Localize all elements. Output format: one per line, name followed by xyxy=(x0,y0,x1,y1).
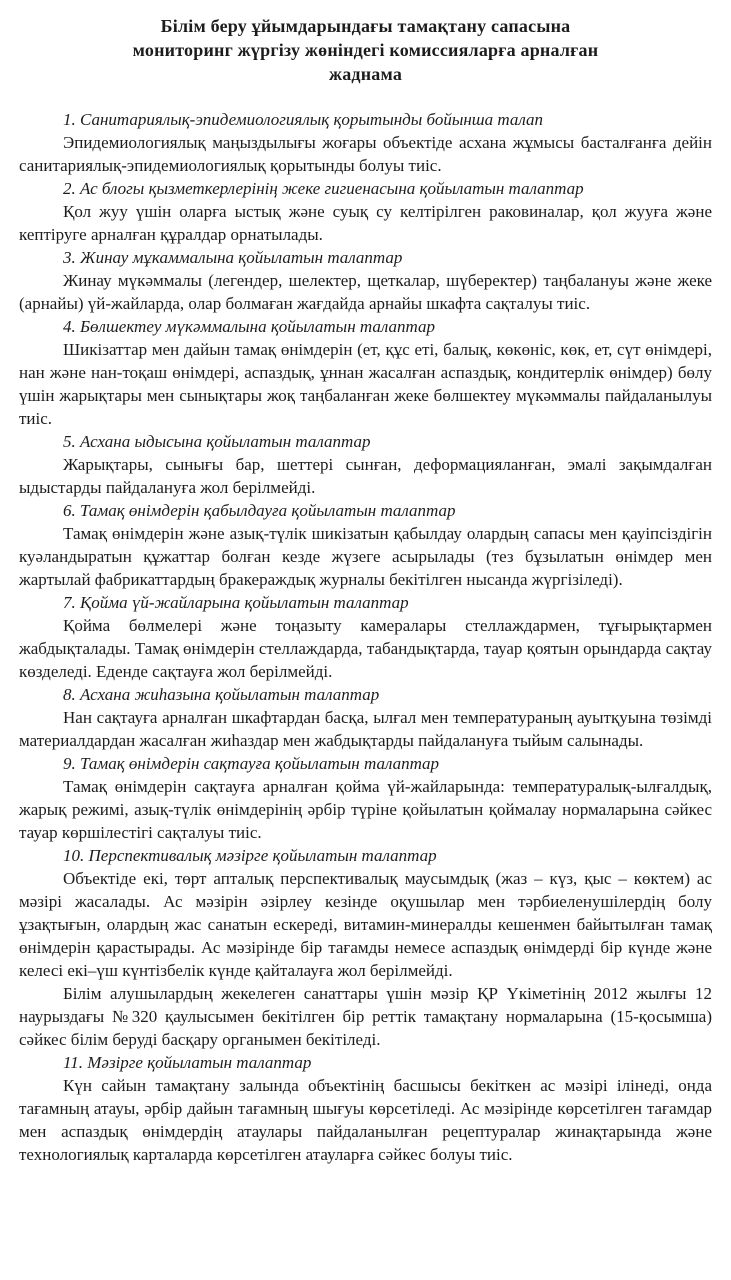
section-paragraph: Тамақ өнімдерін сақтауға арналған қойма үй-жайларында: температуралық-ылғалдық, жарық режимі, азық-түлік өнімдерінің әрбір түріне қойылатын қоймалау нормаларына сәйкес тауар көршілестігі сақталуы тиіс. xyxy=(19,777,712,842)
section-heading: 11. Мәзірге қойылатын талаптар xyxy=(63,1053,312,1072)
section-paragraph: Шикізаттар мен дайын тамақ өнімдерін (ет, құс еті, балық, көкөніс, көк, ет, сүт өнімдері, нан және нан-тоқаш өнімдері, аспаздық, ұннан жасалған аспаздық, кондитерлік өнімдер) бөлу үшін жарықтары мен сынықтары жоқ таңбаланған жеке бөлшектеу мүкәммалы пайдаланылуы тиіс. xyxy=(19,340,712,428)
section-heading: 3. Жинау мұкаммалына қойылатын талаптар xyxy=(63,248,403,267)
section-paragraph: Эпидемиологиялық маңыздылығы жоғары объектіде асхана жұмысы басталғанға дейін санитариялық-эпидемиологиялық қорытынды болуы тиіс. xyxy=(19,133,712,175)
section-paragraph: Жинау мүкәммалы (легендер, шелектер, щеткалар, шүберектер) таңбалануы және жеке (арнайы) үй-жайларда, олар болмаған жағдайда арнайы шкафта сақталуы тиіс. xyxy=(19,271,712,313)
section-heading: 5. Асхана ыдысына қойылатын талаптар xyxy=(63,432,371,451)
section-heading: 8. Асхана жиһазына қойылатын талаптар xyxy=(63,685,380,704)
section-paragraph: Білім алушылардың жекелеген санаттары үшін мәзір ҚР Үкіметінің 2012 жылғы 12 наурыздағы №320 қаулысымен бекітілген бір реттік тамақтану нормаларына (15-қосымша) сәйкес білім беруді басқару органымен бекітіледі. xyxy=(19,984,712,1049)
document-title-line: мониторинг жүргізу жөніндегі комиссияларға арналған xyxy=(132,40,599,60)
document-title-line: Білім беру ұйымдарындағы тамақтану сапасына xyxy=(160,16,571,36)
document-body xyxy=(19,108,712,1166)
section-heading: 2. Ас блогы қызметкерлерінің жеке гигиенасына қойылатын талаптар xyxy=(63,179,584,198)
section-heading: 4. Бөлшектеу мүкәммалына қойылатын талаптар xyxy=(63,317,435,336)
section-paragraph: Нан сақтауға арналған шкафтардан басқа, ылғал мен температураның ауытқуына төзімді материалдардан жасалған жиһаздар мен жабдықтарды пайдалануға тыйым салынады. xyxy=(19,708,712,750)
section-heading: 1. Санитариялық-эпидемиологиялық қорытынды бойынша талап xyxy=(63,110,543,129)
section-paragraph: Жарықтары, сынығы бар, шеттері сынған, деформацияланған, эмалі зақымдалған ыдыстарды пайдалануға жол берілмейді. xyxy=(19,455,712,497)
section-paragraph: Қойма бөлмелері және тоңазыту камералары стеллаждармен, тұғырықтармен жабдықталады. Тамақ өнімдерін стеллаждарда, табандықтарда, тауар қоятын орындарда сақтау көзделеді. Еденде сақтауға жол берілмейді. xyxy=(19,616,712,681)
section-heading: 9. Тамақ өнімдерін сақтауға қойылатын талаптар xyxy=(63,754,440,773)
section-paragraph: Тамақ өнімдерін және азық-түлік шикізатын қабылдау олардың сапасы мен қауіпсіздігін куәландыратын құжаттар болған кезде жүзеге асырылады (тез бұзылатын өнімдер мен жартылай фабрикаттардың бракераждық журналы бекітілген нысанда жүргізіледі). xyxy=(19,524,712,589)
section-paragraph: Объектіде екі, төрт апталық перспективалық маусымдық (жаз – күз, қыс – көктем) ас мәзірі жасалады. Ас мәзірін әзірлеу кезінде оқушылар мен тәрбиеленушілердің болу ұзақтығын, олардың жас санатын ескереді, витамин-минералды кешенмен байытылған тамақ өнімдерін қарастырады. Ас мәзірінде бір тағамды немесе аспаздық өнімдерді бір күнде және келесі екі–үш күнтізбелік күнде қайталауға жол берілмейді. xyxy=(19,869,712,980)
section-paragraph: Күн сайын тамақтану залында объектінің басшысы бекіткен ас мәзірі ілінеді, онда тағамның атауы, әрбір дайын тағамның шығуы көрсетіледі. Ас мәзірінде көрсетілген тағамдар мен аспаздық өнімдердің атаулары пайдаланылған рецептуралар жинақтарында және технологиялық карталарда көрсетілген атауларға сәйкес болуы тиіс. xyxy=(19,1076,712,1164)
section-paragraph: Қол жуу үшін оларға ыстық және суық су келтірілген раковиналар, қол жууға және кептіруге арналған құралдар орнатылады. xyxy=(19,202,712,244)
section-heading: 7. Қойма үй-жайларына қойылатын талаптар xyxy=(63,593,409,612)
document-title-line: жаднама xyxy=(328,64,403,84)
document-title xyxy=(19,14,712,86)
section-heading: 6. Тамақ өнімдерін қабылдауға қойылатын талаптар xyxy=(63,501,456,520)
section-heading: 10. Перспективалық мәзірге қойылатын талаптар xyxy=(63,846,437,865)
